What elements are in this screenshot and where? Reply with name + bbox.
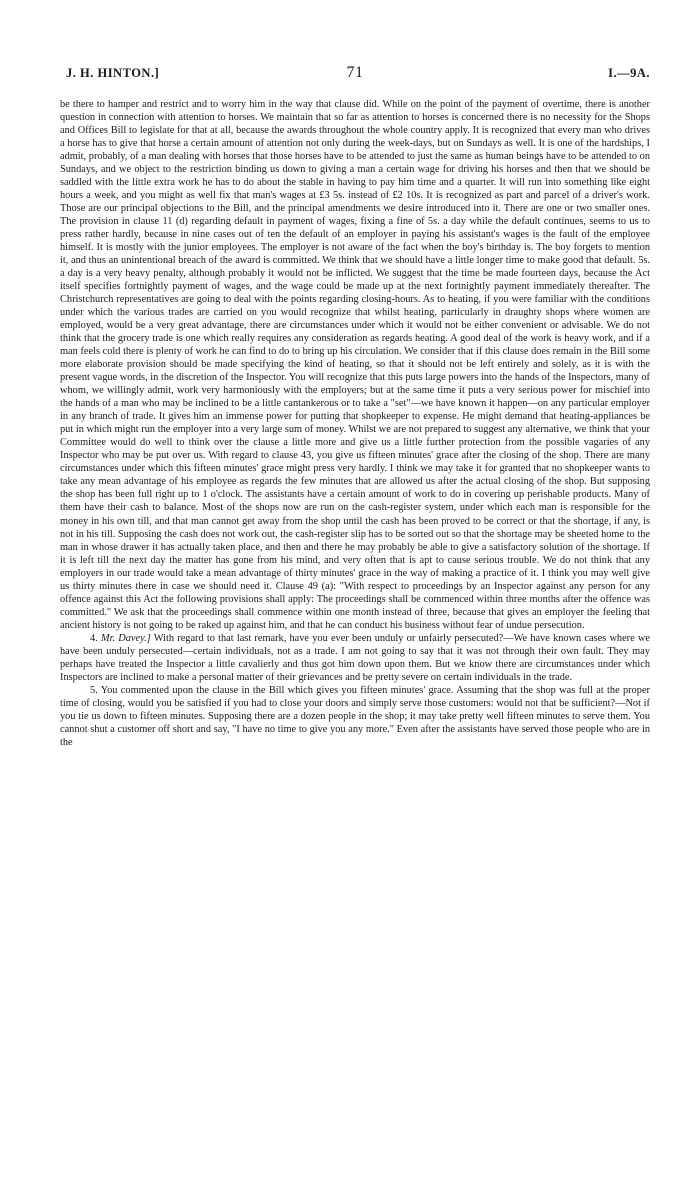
- page-header: [60, 64, 650, 86]
- header-author: J. H. HINTON.]: [66, 66, 160, 80]
- speaker-name: Mr. Davey.]: [100, 632, 151, 644]
- paragraph-question-4: [60, 632, 650, 684]
- header-reference: I.—9A.: [608, 66, 650, 80]
- question-number: 5.: [90, 684, 98, 696]
- question-number: 4.: [90, 632, 98, 644]
- document-page: [60, 64, 650, 749]
- paragraph-question-5: [60, 684, 650, 749]
- page-number: 71: [346, 64, 364, 81]
- paragraph-evidence: be there to hamper and restrict and to worry him in the way that clause did. While on the point of the payment of overtime, there is another question in connection with attention to horses. We maintain that so far as attention to horses is concerned there is no necessity for the Shops and Offices Bill to legislate for that at all, because the awards throughout the whole country apply. It is recognized that every man who drives a horse has to give that horse a certain amount of attention not only during the week-days, but on Sundays as well. It is one of the hardships, I admit, probably, of a man dealing with horses that those horses have to be attended to just the same as human beings have to be attended to on Sundays, and we object to the restriction binding us down to giving a man a certain wage for driving his horses and then that we should be saddled with the little extra work he has to do about the stable in having to pay him time and a quarter. It will run into something like eight hours a week, and you might as well fix that man's wages at £3 5s. instead of £2 10s. It is recognized as part and parcel of a driver's work. Those are our principal objections to the Bill, and the principal amendments we desire introduced into it. There are one or two smaller ones. The provision in clause 11 (d) regarding default in payment of wages, fixing a fine of 5s. a day while the default continues, seems to us to press rather hardly, because in nine cases out of ten the default of an employer in paying his assistant's wages is the fault of the employee himself. It is mostly with the junior employees. The employer is not aware of the fact when the boy's birthday is. The boy forgets to mention it, and thus an unintentional breach of the award is committed. We think that we should have a little longer time to make good that default. 5s. a day is a very heavy penalty, although probably it would not be inflicted. We suggest that the time be made fourteen days, because the Act itself specifies fortnightly payment of wages, and the wage could be made up at the next fortnightly payment immediately thereafter. The Christchurch representatives are going to deal with the points regarding closing-hours. As to heating, if you were familiar with the conditions under which the various trades are carried on you would recognize that whilst heating, particularly in draughty shops where women are employed, would be a very great advantage, there are circumstances under which it would not be either convenient or advisable. We do not think that the grocery trade is one which really requires any consideration as regards heating. A good deal of the work is heavy work, and if a man feels cold there is plenty of work he can find to do to bring up his circulation. We consider that if this clause does remain in the Bill some more elaborate provision should be made specifying the kind of heating, so that it should not be left entirely and solely, as it is with the present vague words, in the discretion of the Inspector. You will recognize that this puts large powers into the hands of the Inspectors, many of whom, we willingly admit, work very harmoniously with the employers; but at the same time it puts a very serious power for mischief into the hands of a man who may be inclined to be a little cantankerous or to take a "set"—we have known it happen—on any particular employer in any branch of trade. It gives him an immense power for putting that shopkeeper to expense. He might demand that heating-appliances be put in which might run the employer into a very large sum of money. Whilst we are not prepared to suggest any alternative, we think that your Committee would do well to think over the clause a little more and give us a little further protection from the possible vagaries of any Inspector who may be put over us. With regard to clause 43, you give us fifteen minutes' grace after the closing of the shop. There are many circumstances under which this fifteen minutes' grace might press very hardly. I think we may take it for granted that no shopkeeper wants to take any mean advantage of his employee as regards the few minutes that are allowed us after the actual closing of the shop. But supposing the shop has been full right up to 1 o'clock. The assistants have a certain amount of work to do in covering up perishable products. Many of them have their cash to balance. Most of the shops now are run on the cash-register system, under which each man is responsible for the money in his own till, and that man cannot get away from the shop until the cash has been proved to be correct or that the shortage, if any, is not in his till. Supposing the cash does not work out, the cash-register slip has to be sorted out so that the shortage may be sheeted home to the man in whose drawer it has actually taken place, and then and there he may probably be able to give a satisfactory solution of the shortage. If it is left till the next day the matter has gone from his mind, and very often that is apt to cause serious trouble. We do not think that any employers in our trade would take a mean advantage of thirty minutes' grace in the way of making a practice of it. I think you may well give us thirty minutes there in case we should need it. Clause 49 (a): "With respect to proceedings by an Inspector against any person for any offence against this Act the following provisions shall apply: The proceedings shall be commenced within three months after the offence was committed." We ask that the proceedings shall commence within one month instead of three, because that gives an employer the feeling that ancient history is not going to be raked up against him, and that he can conduct his business without fear of undue persecution.: [60, 99, 650, 631]
- question-text: With regard to that last remark, have you ever been unduly or unfairly persecuted?—We have known cases where we have been unduly persecuted—certain individuals, not as a trade. I am not going to say that it was not through their own fault. They may perhaps have treated the Inspector a little cavalierly and thus got him down upon them. But we know there are circumstances under which Inspectors are inclined to make a personal matter of their grievances and be pretty severe on certain individuals in the trade.: [60, 632, 650, 683]
- question-text: You commented upon the clause in the Bill which gives you fifteen minutes' grace. Assuming that the shop was full at the proper time of closing, would you be satisfied if you had to close your doors and simply serve those customers: would not that be sufficient?—Not if you tie us down to fifteen minutes. Supposing there are a dozen people in the shop; it may take pretty well fifteen minutes to serve them. You cannot shut a customer off short and say, "I have no time to give you any more." Even after the assistants have served those people who are in the: [60, 684, 650, 748]
- body-text: [60, 98, 650, 749]
